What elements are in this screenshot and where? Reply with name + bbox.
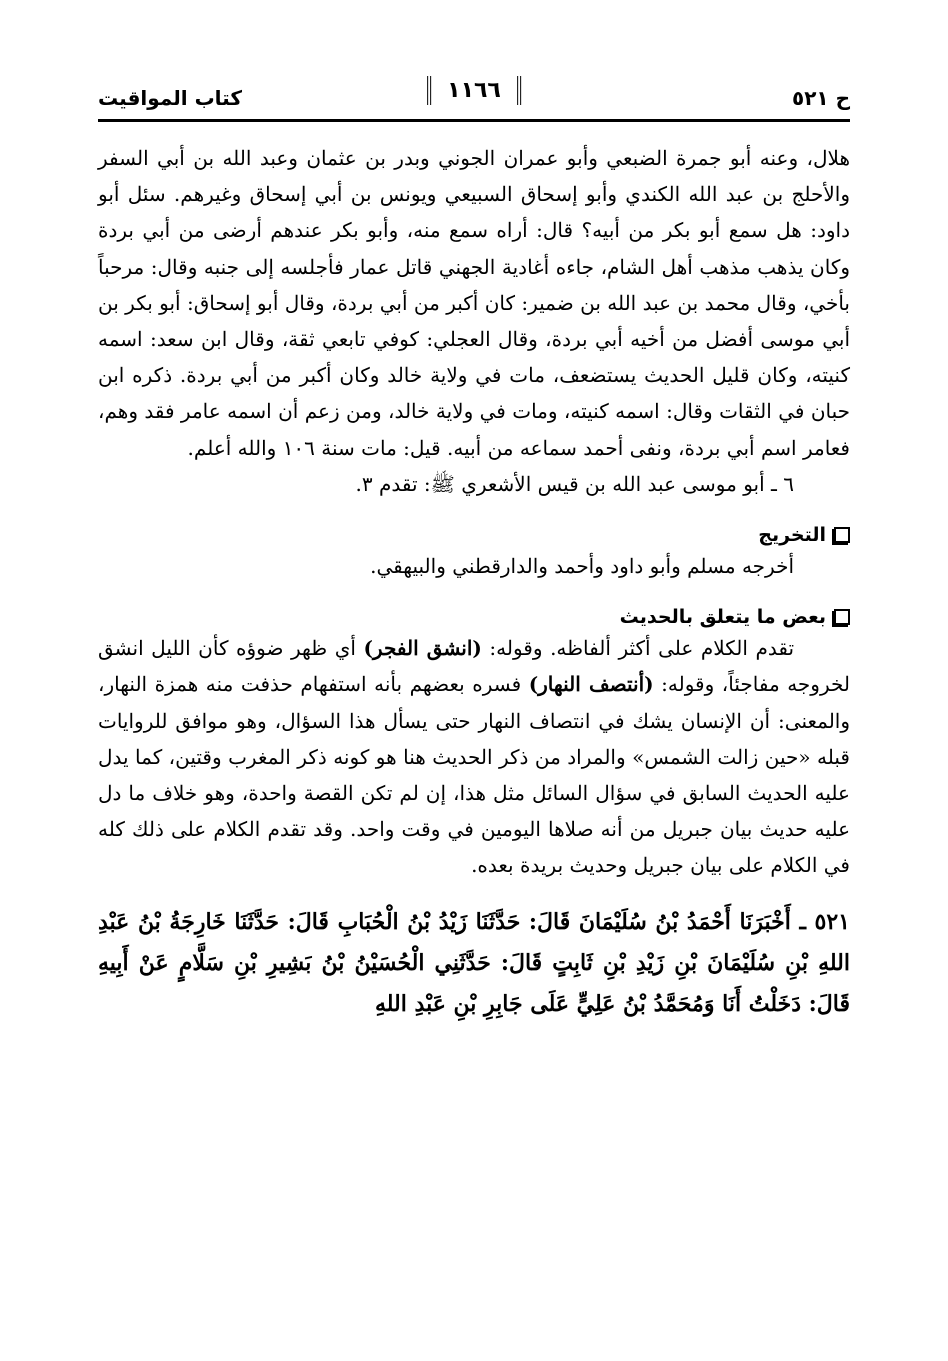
hadith-number-header: ح ٥٢١ [791, 86, 850, 110]
header-divider [98, 119, 850, 122]
commentary-heading [98, 606, 850, 628]
keyword-midday: (أنتصف النهار) [528, 672, 654, 697]
takhrij-text: أخرجه مسلم وأبو داود وأحمد والدارقطني والبيهقي. [370, 554, 794, 579]
square-bullet-icon [834, 609, 850, 625]
page-number: ١١٦٦ [427, 76, 521, 105]
commentary-paragraph [98, 630, 850, 883]
square-bullet-icon [834, 527, 850, 543]
commentary-heading-label: بعض ما يتعلق بالحديث [619, 606, 826, 629]
commentary-text-3: فسره بعضهم بأنه استفهام حذفت منه همزة النهار، والمعنى: أن الإنسان يشك في انتصاف النهار حتى يسأل هذا السؤال، وهو موافق للروايات قبله «حين زالت الشمس» والمراد من ذكر الحديث هنا هو كونه ذكر المغرب وقتين، كما يدل عليه الحديث السابق في سؤال السائل مثل هذا، إن لم تكن القصة واحدة، وهو خلاف ما دل عليه حديث بيان جبريل من أنه صلاها اليومين في وقت واحد. وقد تقدم الكلام على ذلك كله في الكلام على بيان جبريل وحديث بريدة بعده. [98, 672, 850, 878]
takhrij-heading [98, 524, 850, 546]
narrator-bio-paragraph: هلال، وعنه أبو جمرة الضبعي وأبو عمران الجوني وبدر بن عثمان وعبد الله بن أبي السفر والأحلج بن عبد الله الكندي وأبو إسحاق السبيعي ويونس بن أبي إسحاق وغيرهم. سئل أبو داود: هل سمع أبو بكر من أبيه؟ قال: أراه سمع منه، وأبو بكر عندهم أرضى من أبي بردة وكان يذهب مذهب أهل الشام، جاءه أغادية الجهني قاتل عمار فأجلسه إلى جنبه وقال: مرحباً بأخي، وقال محمد بن عبد الله بن ضمير: كان أكبر من أبي بردة، وقال أبو إسحاق: أبو بكر بن أبي موسى أفضل من أخيه أبي بردة، وقال العجلي: كوفي تابعي ثقة، وقال ابن سعد: اسمه كنيته، وكان قليل الحديث يستضعف، مات في ولاية خالد وكان أكبر من أبي بردة. ذكره ابن حبان في الثقات وقال: اسمه كنيته، ومات في ولاية خالد، ومن زعم أن اسمه عامر فقد وهم، فعامر اسم أبي بردة، ونفى أحمد سماعه من أبيه. قيل: مات سنة ١٠٦ والله أعلم. [98, 146, 850, 460]
commentary-text-1: تقدم الكلام على أكثر ألفاظه. وقوله: [481, 636, 795, 661]
book-chapter-title: كتاب المواقيت [98, 86, 242, 110]
hadith-text: ٥٢١ ـ أَخْبَرَنَا أَحْمَدُ بْنُ سُلَيْمَانَ قَالَ: حَدَّثَنَا زَيْدُ بْنُ الْحُبَابِ قَالَ: حَدَّثَنَا خَارِجَةُ بْنُ عَبْدِ اللهِ بْنِ سُلَيْمَانَ بْنِ زَيْدِ بْنِ ثَابِتٍ قَالَ: حَدَّثَنِي الْحُسَيْنُ بْنُ بَشِيرِ بْنِ سَلَّامٍ عَنْ أَبِيهِ قَالَ: دَخَلْتُ أَنَا وَمُحَمَّدُ بْنُ عَلِيٍّ عَلَى جَابِرِ بْنِ عَبْدِ اللهِ [98, 908, 850, 1017]
takhrij-heading-label: التخريج [758, 524, 826, 547]
page-header [98, 72, 850, 118]
commentary-text-2: أي ظهر ضوؤه كأن الليل انشق لخروجه مفاجئاً، وقوله: [98, 636, 850, 697]
keyword-dawn: (انشق الفجر) [363, 636, 482, 661]
page-body [98, 140, 850, 1047]
narrator-entry: ٦ ـ أبو موسى عبد الله بن قيس الأشعري ﷺ: تقدم ٣. [355, 471, 794, 496]
